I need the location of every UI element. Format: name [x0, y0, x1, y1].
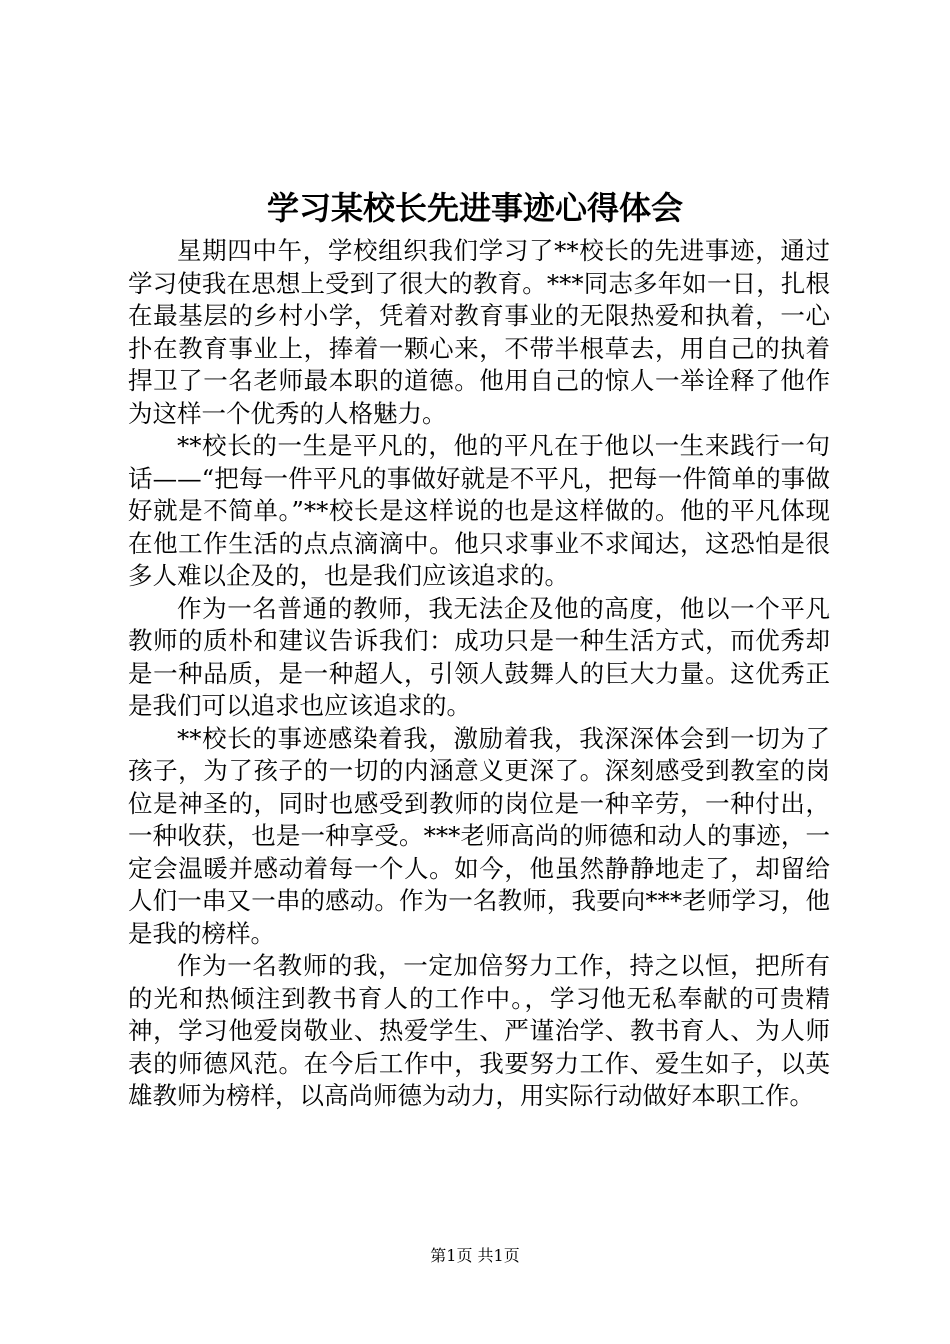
paragraph: 星期四中午，学校组织我们学习了**校长的先进事迹，通过学习使我在思想上受到了很大的教育。***同志多年如一日，扎根在最基层的乡村小学，凭着对教育事业的无限热爱和执着，一心扑在教育事业上，捧着一颗心来，不带半根草去，用自己的执着捍卫了一名老师最本职的道德。他用自己的惊人一举诠释了他作为这样一个优秀的人格魅力。: [128, 236, 830, 428]
paragraph: 作为一名教师的我，一定加倍努力工作，持之以恒，把所有的光和热倾注到教书育人的工作中。，学习他无私奉献的可贵精神，学习他爱岗敬业、热爱学生、严谨治学、教书育人、为人师表的师德风范。在今后工作中，我要努力工作、爱生如子，以英雄教师为榜样，以高尚师德为动力，用实际行动做好本职工作。: [128, 951, 830, 1110]
document-title: 学习某校长先进事迹心得体会: [266, 189, 683, 227]
paragraph: **校长的一生是平凡的，他的平凡在于他以一生来践行一句话——“把每一件平凡的事做好就是不平凡，把每一件简单的事做好就是不简单。”**校长是这样说的也是这样做的。他的平凡体现在他工作生活的点点滴滴中。他只求事业不求闻达，这恐怕是很多人难以企及的，也是我们应该追求的。: [128, 431, 830, 590]
paragraph: 作为一名普通的教师，我无法企及他的高度，他以一个平凡教师的质朴和建议告诉我们：成功只是一种生活方式，而优秀却是一种品质，是一种超人，引领人鼓舞人的巨大力量。这优秀正是我们可以追求也应该追求的。: [128, 593, 830, 720]
document-body: [128, 235, 830, 1113]
paragraph: **校长的事迹感染着我，激励着我，我深深体会到一切为了孩子，为了孩子的一切的内涵意义更深了。深刻感受到教室的岗位是神圣的，同时也感受到教师的岗位是一种辛劳，一种付出，一种收获，也是一种享受。***老师高尚的师德和动人的事迹，一定会温暖并感动着每一个人。如今，他虽然静静地走了，却留给人们一串又一串的感动。作为一名教师，我要向***老师学习，他是我的榜样。: [128, 723, 830, 948]
page-footer: 第1页 共1页: [430, 1246, 520, 1265]
